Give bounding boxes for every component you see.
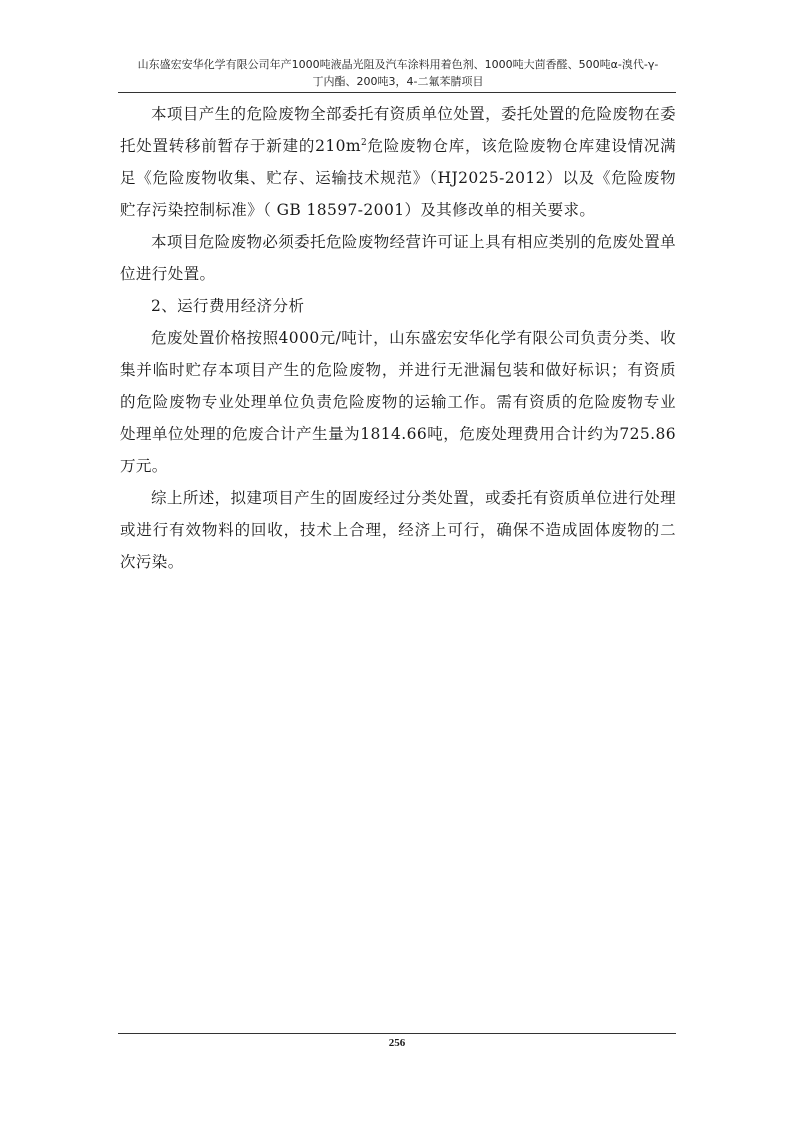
header-line-1: 山东盛宏安华化学有限公司年产1000吨液晶光阻及汽车涂料用着色剂、1000吨大茴香醛、500吨α-溴代-γ-	[137, 58, 659, 71]
section-heading: 2、运行费用经济分析	[151, 297, 305, 315]
paragraph-cost: 危废处置价格按照4000元/吨计，山东盛宏安华化学有限公司负责分类、收集并临时贮存本项目产生的危险废物，并进行无泄漏包装和做好标识；有资质的危险废物专业处理单位负责危险废物的运输工作。需有资质的危险废物专业处理单位处理的危废合计产生量为1814.66吨，危废处理费用合计约为725.86万元。	[120, 329, 676, 475]
paragraph-disposal: 本项目危险废物必须委托危险废物经营许可证上具有相应类别的危废处置单位进行处置。	[120, 233, 676, 283]
paragraph-storage-part2: 危险废物仓库，该危险废物仓库建设情况满足《危险废物收集、贮存、运输技术规范》（HJ2025-2012）以及《危险废物贮存污染控制标准》（ GB 18597-2001）及其修改单的相关要求。	[120, 137, 676, 219]
body-text	[120, 98, 676, 578]
paragraph-storage	[120, 98, 676, 226]
footer-rule	[118, 1033, 676, 1034]
header-rule	[118, 92, 676, 93]
header-line-2: 丁内酯、200吨3，4-二氟苯腈项目	[312, 75, 484, 88]
paragraph-summary: 综上所述，拟建项目产生的固废经过分类处置，或委托有资质单位进行处理或进行有效物料的回收，技术上合理，经济上可行，确保不造成固体废物的二次污染。	[120, 489, 676, 571]
running-header	[118, 56, 678, 90]
paragraph-storage-part1: 本项目产生的危险废物全部委托有资质单位处置，委托处置的危险废物在委托处置转移前暂存于新建的210m	[120, 105, 676, 155]
page-number: 256	[388, 1037, 406, 1049]
superscript: 2	[360, 137, 368, 148]
